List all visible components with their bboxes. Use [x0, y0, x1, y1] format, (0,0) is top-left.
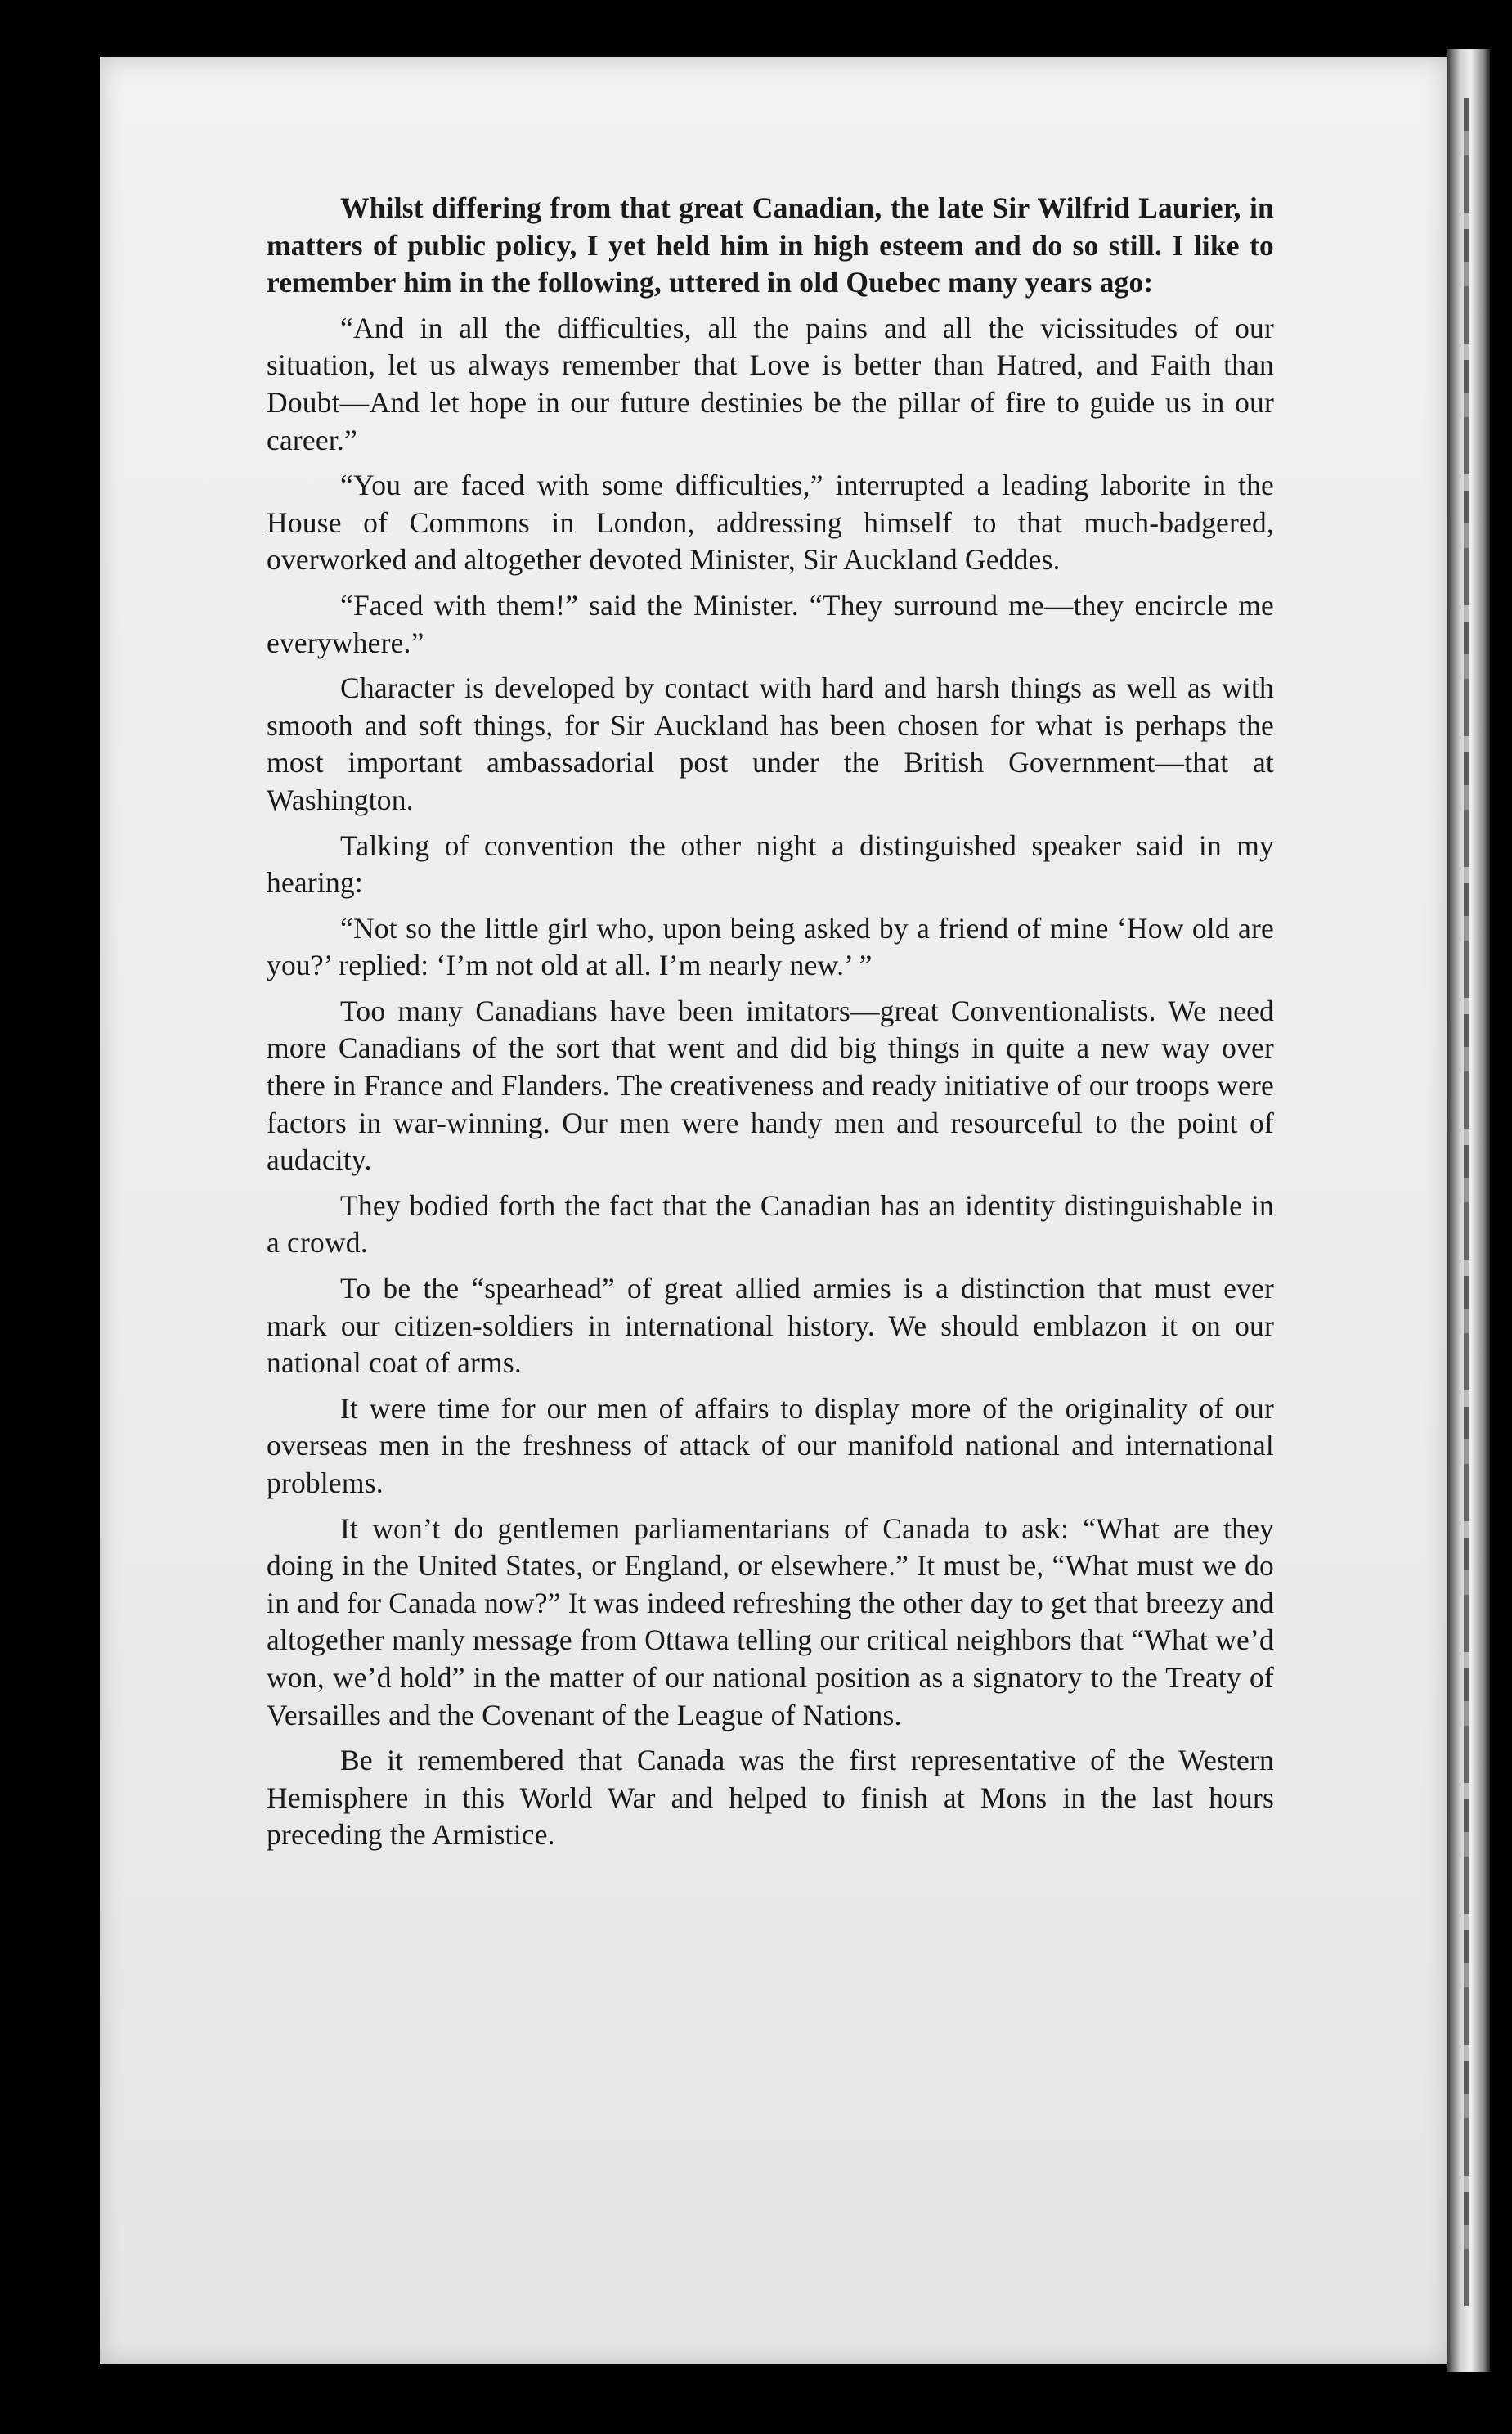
paragraph-convention: Talking of convention the other night a distinguished speaker said in my hearing: — [267, 829, 1274, 900]
paragraph-character: Character is developed by contact with hard and harsh things as well as with smooth and soft things, for Sir Auckland has been chosen for what is perhaps the most important ambassadorial post under the British Government—that at Washington. — [267, 671, 1274, 816]
paragraph-laurier-intro: Whilst differing from that great Canadian, the late Sir Wilfrid Laurier, in matters of public policy, I yet held him in high esteem and do so still. I like to remember him in the following, uttered in old Quebec many years ago: — [267, 191, 1274, 299]
paragraph-spearhead: To be the “spearhead” of great allied armies is a distinction that must ever mark our citizen-soldiers in international history. We should emblazon it on our national coat of arms. — [267, 1272, 1274, 1380]
paragraph-parliamentarians: It won’t do gentlemen parliamentarians of Canada to ask: “What are they doing in the United States, or England, or elsewhere.” It must be, “What must we do in and for Canada now?” It was indeed refreshing the other day to get that breezy and altogether manly message from Ottawa telling our critical neighbors that “What we’d won, we’d hold” in the matter of our national position as a signatory to the Treaty of Versailles and the Covenant of the League of Nations. — [267, 1511, 1274, 1731]
paragraph-imitators: Too many Canadians have been imitators—great Conventionalists. We need more Canadians of the sort that went and did big things in quite a new way over there in France and Flanders. The creativeness and ready initiative of our troops were factors in war-winning. Our men were handy men and resourceful to the point of audacity. — [267, 994, 1274, 1177]
paragraph-identity: They bodied forth the fact that the Canadian has an identity distinguishable in a crowd. — [267, 1188, 1274, 1260]
page-edge — [1447, 49, 1490, 2372]
paragraph-men-of-affairs: It were time for our men of affairs to display more of the originality of our overseas men in the freshness of attack of our manifold national and international problems. — [267, 1391, 1274, 1499]
paragraph-difficulties: “You are faced with some difficulties,” interrupted a leading laborite in the House of Commons in London, addressing himself to that much-badgered, overworked and altogether devoted Minister, Sir Auckland Geddes. — [267, 469, 1274, 577]
paragraph-faced-with-them: “Faced with them!” said the Minister. “They surround me—they encircle me everywhere.” — [267, 588, 1274, 659]
paragraph-little-girl: “Not so the little girl who, upon being asked by a friend of mine ‘How old are you?’ replied: ‘I’m not old at all. I’m nearly new.’ ” — [267, 911, 1274, 982]
body-text — [267, 190, 1274, 1862]
paragraph-armistice: Be it remembered that Canada was the first representative of the Western Hemisphere in this World War and helped to finish at Mons in the last hours preceding the Armistice. — [267, 1744, 1274, 1852]
binding-shadow — [1464, 98, 1469, 2306]
paragraph-laurier-quote: “And in all the difficulties, all the pains and all the vicissitudes of our situation, let us always remember that Love is better than Hatred, and Faith than Doubt—And let hope in our future destinies be the pillar of fire to guide us in our career.” — [267, 311, 1274, 456]
